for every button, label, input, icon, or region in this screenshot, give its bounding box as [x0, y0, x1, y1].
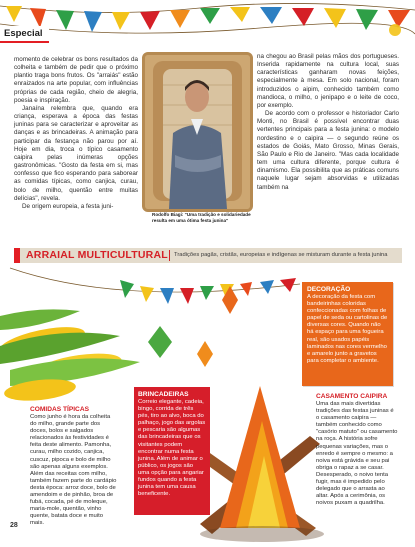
corn-illustration [0, 309, 140, 403]
paragraph: Janaína relembra que, quando era criança, esperava a época das festas juninas para se caracterizar e aproveitar as danças e as brincadeiras. A animação para participar da festança não parou por aí. Hoje em dia, troca o típico casamento caipira pelas inúmeras opções gastronômicas. "Gosto da festa em si, mas confesso que fico esperando para saborear as comidas típicas, como canjica, curau, bolo de milho, quentão entre muitas delícias", revela. [14, 104, 138, 202]
article-left-column [14, 56, 138, 211]
info-box-decoracao [302, 282, 393, 386]
box-text: Como junho é hora da colheita do milho, grande parte dos doces, bolos e salgados relacionados às festividades é feita deste alimento. Pamonha, curau, milho cozido, canjica, cuscuz, pipoca e bolo de milho são apenas alguns exemplos. Além das receitas com milho, também fazem parte do cardápio desta época: arroz doce, bolo de amendoim e de pinhão, broa de fubá, cocada, pé de moleque, maria-mole, quentão, vinho quente, batata doce e muito mais. [30, 414, 117, 527]
box-text: Uma das mais divertidas tradições das festas juninas é o casamento caipira — também conhecido como "casório matuto" ou casamento na roça. A história sofre pequenas variações, mas o enredo é sempre o mesmo: a noiva está grávida e seu pai obriga o rapaz a se casar. Desesperado, o noivo tenta fugir, mas é impedido pelo delegado que o arrasta ao altar. Após a cerimônia, os noivos puxam a quadrilha. [316, 401, 398, 507]
photo-caption: Rodolfo Biagi: "Uma tradição e solidariedade resulta em uma ótima festa junina" [152, 212, 251, 223]
bonfire-illustration [192, 386, 324, 542]
paragraph: momento de celebrar os bons resultados da colheita e também de pedir que o próximo plantio traga bons frutos. Os "arraiás" estão enraizados na arte popular, com influências próprias de cada região, cheio de alegria, poesia e inspiração. [14, 56, 138, 104]
paragraph: De origem europeia, a festa juni- [22, 202, 114, 210]
festive-flags-banner [0, 0, 415, 58]
info-box-brincadeiras [134, 387, 210, 515]
box-text: A decoração da festa com bandeirinhas coloridas confeccionadas com folhas de papel de seda ou cartolinas de diversas cores. Quando não há espaço para uma fogueira real, são usados papéis laminados nas cores vermelho e amarelo junto a gravetos para completar o ambiente. [307, 294, 388, 364]
portrait-photo [142, 52, 253, 212]
info-box-casamento [316, 393, 398, 507]
info-box-comidas [30, 406, 118, 528]
paragraph: na chegou ao Brasil pelas mãos dos portugueses. Inserida rapidamente na cultura local, suas características ganharam novas feições, especialmente à mesa. Em solo nacional, foram introduzidos o aipim, conhecido também como mandioca, o milho, o jenipapo e o leite de coco, por exemplo. [257, 53, 399, 109]
box-title: COMIDAS TÍPICAS [30, 406, 89, 413]
section-title: ARRAIAL MULTICULTURAL [26, 249, 168, 261]
page-number: 28 [10, 522, 18, 529]
section-header [14, 248, 402, 263]
section-subtitle: Tradições pagãs, cristãs, europeias e indígenas se misturam durante a festa junina [174, 251, 388, 258]
box-text: Correio elegante, cadeia, bingo, corrida de três pés, tiro ao alvo, boca do palhaço, jogo das argolas e pescaria são algumas das brincadeiras que os visitantes podem encontrar numa festa junina. Além de animar o público, os jogos são uma opção para angariar fundos quando a festa junina tem uma causa beneficente. [138, 399, 206, 498]
box-title: DECORAÇÃO [307, 286, 351, 293]
man-portrait-image [145, 55, 250, 209]
divider [169, 250, 170, 261]
box-title: CASAMENTO CAIPIRA [316, 393, 388, 400]
section-label: Especial [0, 26, 49, 43]
paragraph: De acordo com o professor e historiador Carlo Monti, no Brasil é possível encontrar duas vertentes principais para a festa junina: o modelo nordestino e o caipira — o segundo reúne os estados de Goiás, Mato Grosso, Minas Gerais, São Paulo e Rio de Janeiro. "Mas cada localidade tem uma cultura diferente, porque cultura é dinamismo. Ela possibilita que as práticas comuns naquele lugar sejam absorvidas e utilizadas também na [257, 110, 399, 191]
box-title: BRINCADEIRAS [138, 391, 189, 398]
article-right-column [257, 53, 399, 192]
